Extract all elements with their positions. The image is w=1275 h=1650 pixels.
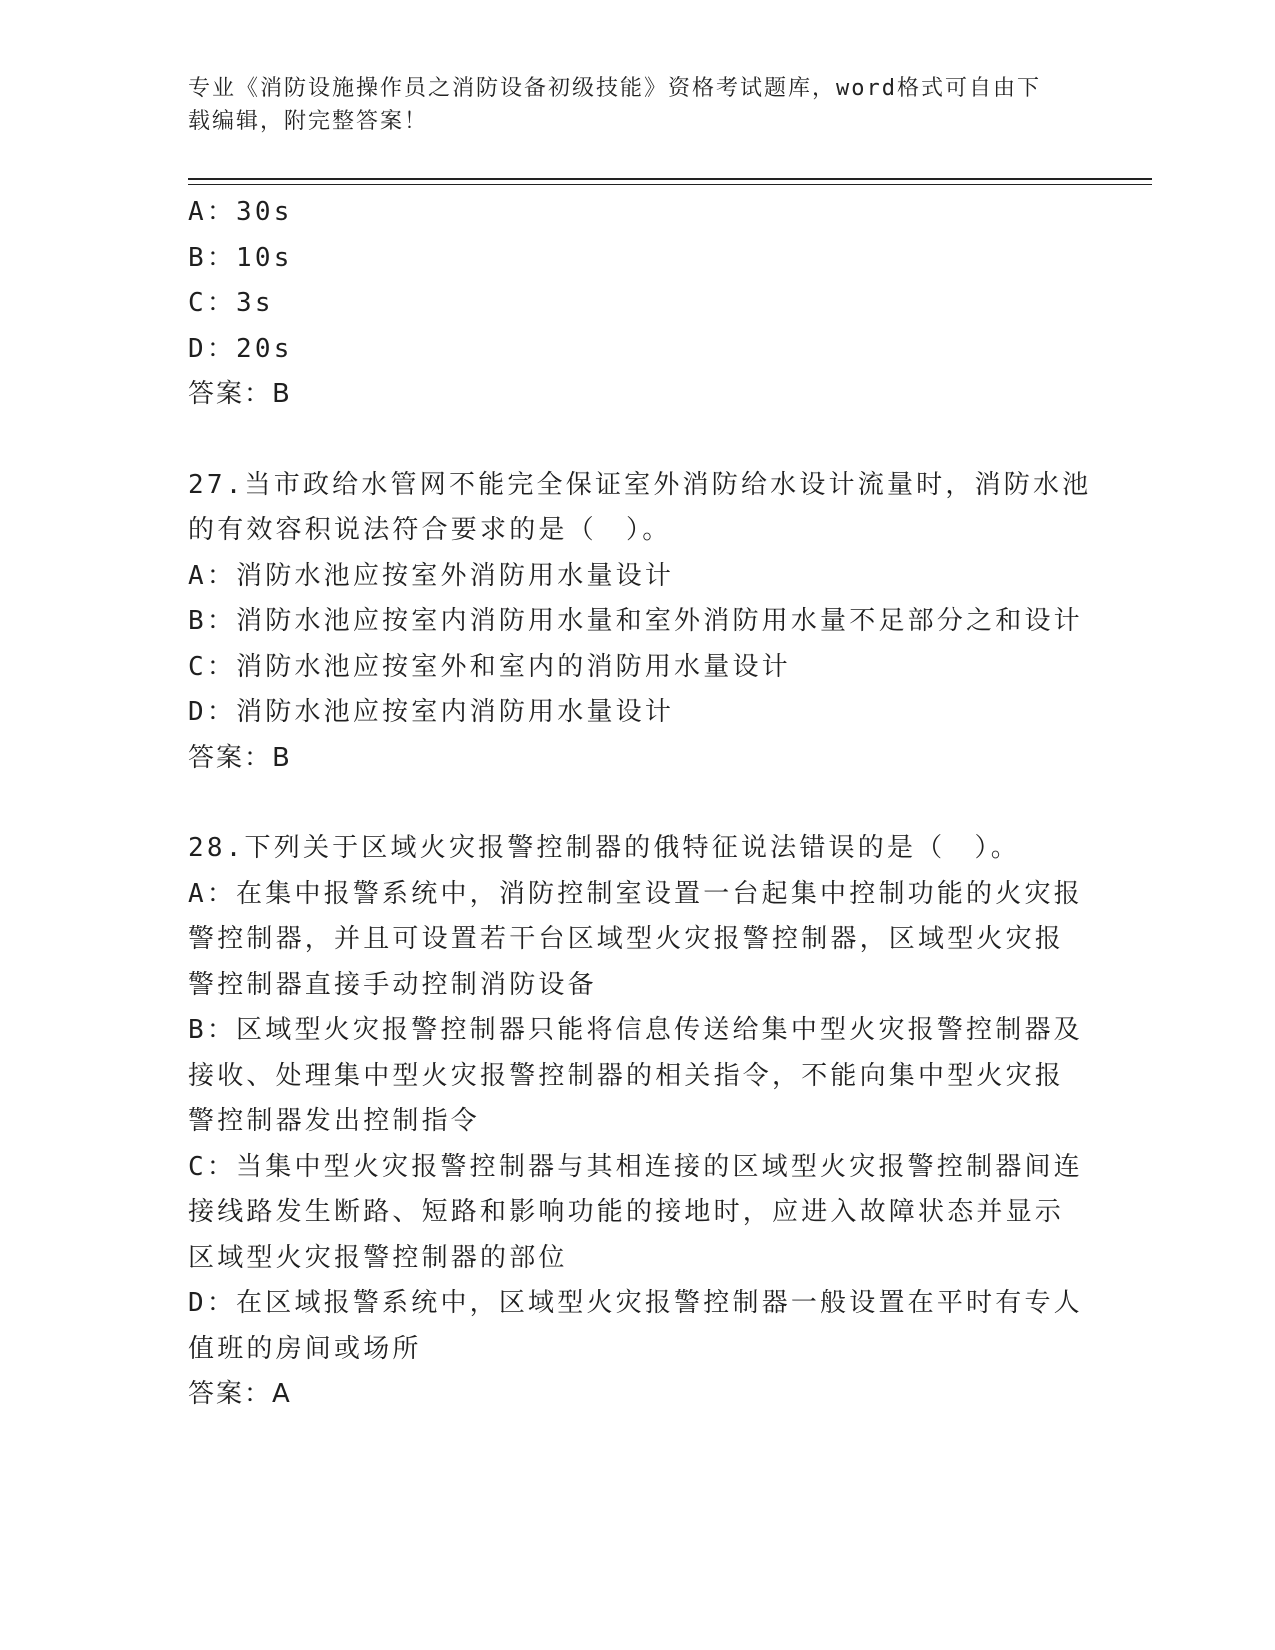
option-a-line: 警控制器，并且可设置若干台区域型火灾报警控制器，区域型火灾报 — [188, 924, 1065, 954]
spacer — [188, 418, 1088, 463]
option-a-line: 警控制器直接手动控制消防设备 — [188, 969, 597, 1000]
answer: 答案：B — [188, 742, 292, 773]
header-divider-thick — [188, 178, 1152, 180]
option-c: C：消防水池应按室外和室内的消防用水量设计 — [188, 651, 791, 682]
option-c-line: 接线路发生断路、短路和影响功能的接地时，应进入故障状态并显示 — [188, 1197, 1065, 1227]
document-header — [188, 72, 1088, 138]
answer: 答案：B — [188, 379, 292, 409]
header-line-1: 专业《消防设施操作员之消防设备初级技能》资格考试题库，word格式可自由下 — [188, 76, 1041, 101]
option-c-line: C：当集中型火灾报警控制器与其相连接的区域型火灾报警控制器间连 — [188, 1151, 1083, 1182]
option-d: D：20s — [188, 333, 293, 364]
option-b: B：消防水池应按室内消防用水量和室外消防用水量不足部分之和设计 — [188, 606, 1083, 636]
question-stem: 28.下列关于区域火灾报警控制器的俄特征说法错误的是（ ）。 — [188, 833, 1020, 863]
question-content — [188, 190, 1092, 1418]
option-b: B：10s — [188, 242, 293, 273]
header-divider-thin — [188, 184, 1152, 185]
option-a-line: A：在集中报警系统中，消防控制室设置一台起集中控制功能的火灾报 — [188, 878, 1083, 909]
option-b-line: 警控制器发出控制指令 — [188, 1106, 481, 1136]
question-27-block — [188, 463, 1092, 782]
spacer — [188, 781, 1088, 826]
option-b-line: B：区域型火灾报警控制器只能将信息传送给集中型火灾报警控制器及 — [188, 1015, 1083, 1045]
question-stem-line: 27.当市政给水管网不能完全保证室外消防给水设计流量时，消防水池 — [188, 469, 1092, 500]
option-a: A：30s — [188, 197, 293, 227]
option-a: A：消防水池应按室外消防用水量设计 — [188, 560, 675, 591]
option-d-line: D：在区域报警系统中，区域型火灾报警控制器一般设置在平时有专人 — [188, 1288, 1083, 1318]
question-28-block — [188, 826, 1088, 1418]
option-d-line: 值班的房间或场所 — [188, 1333, 422, 1364]
prev-question-block — [188, 190, 1088, 418]
option-b-line: 接收、处理集中型火灾报警控制器的相关指令，不能向集中型火灾报 — [188, 1060, 1065, 1091]
option-d: D：消防水池应按室内消防用水量设计 — [188, 697, 675, 727]
option-c-line: 区域型火灾报警控制器的部位 — [188, 1242, 568, 1273]
answer: 答案：A — [188, 1379, 292, 1409]
header-line-2: 载编辑，附完整答案！ — [188, 109, 429, 134]
question-stem-line: 的有效容积说法符合要求的是（ ）。 — [188, 515, 672, 545]
option-c: C：3s — [188, 288, 274, 318]
